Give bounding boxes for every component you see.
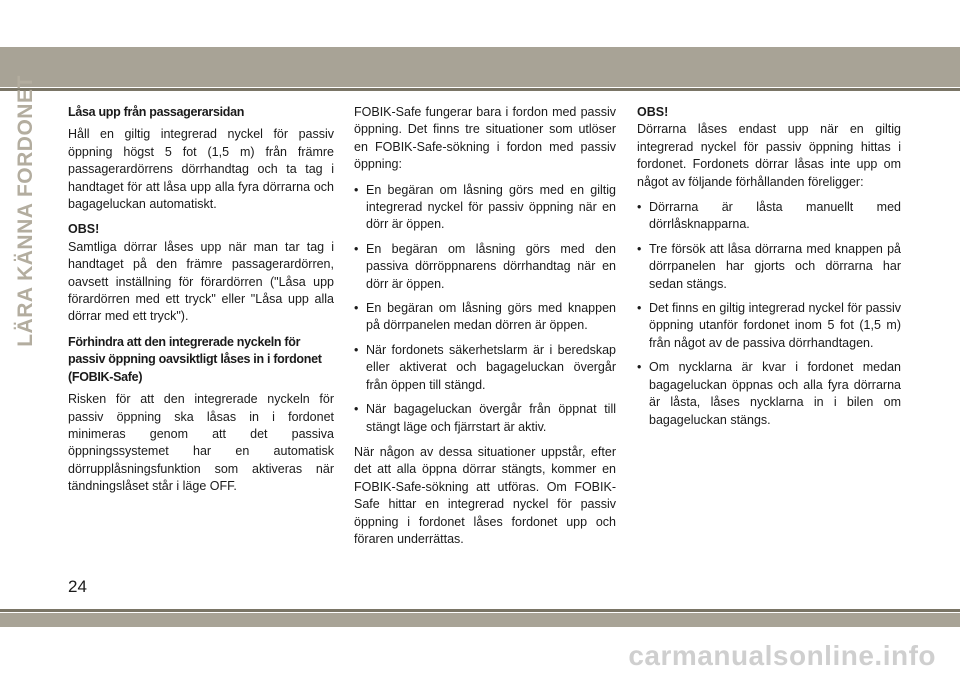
note-body: Samtliga dörrar låses upp när man tar tag i handtaget på den främre passagerardörren, oavsett inställning för förardörren ("Låsa upp förardörren med ett tryck" eller "Låsa upp alla dörrar med ett tryck"). (68, 239, 334, 324)
list-item: • Tre försök att låsa dörrarna med knappen på dörrpanelen har gjorts och dörrarna har sedan stängs. (637, 241, 901, 293)
fobik-trigger-list (354, 182, 616, 436)
list-item: • Om nycklarna är kvar i fordonet medan bagageluckan öppnas och alla fyra dörrarna är låsta, låses nycklarna in i bilen om bagageluckan stängs. (637, 359, 901, 429)
note-body: Dörrarna låses endast upp när en giltig integrerad nyckel för passiv öppning hittas i fordonet. Fordonets dörrar låsas inte upp om något av följande förhållanden föreligger: (637, 122, 901, 189)
note-heading: OBS! (637, 105, 669, 119)
list-item: • När fordonets säkerhetslarm är i beredskap eller aktiverat och bagageluckan övergår från öppen till stängd. (354, 342, 616, 394)
side-section-title (0, 75, 52, 347)
list-item: • Dörrarna är låsta manuellt med dörrlåsknapparna. (637, 199, 901, 234)
heading-unlock-passenger: Låsa upp från passagerarsidan (68, 105, 245, 119)
footer-band (0, 613, 960, 627)
paragraph-fobik-safe: Risken för att den integrerade nyckeln för passiv öppning ska låsas in i fordonet minimeras genom att det passiva öppningssystemet har en automatisk dörrupplåsningsfunktion som aktiveras när tändningslåset står i läge OFF. (68, 392, 334, 494)
unlock-exceptions-list (637, 199, 901, 429)
header-rule (0, 88, 960, 91)
paragraph-fobik-intro: FOBIK-Safe fungerar bara i fordon med passiv öppning. Det finns tre situationer som utlöser en FOBIK-Safe-sökning i fordon med passiv öppning: (354, 105, 616, 172)
footer-rule (0, 609, 960, 612)
column-1 (68, 104, 334, 504)
column-2 (354, 104, 616, 556)
list-item: • En begäran om låsning görs med knappen på dörrpanelen medan dörren är öppen. (354, 300, 616, 335)
list-item: • En begäran om låsning görs med en giltig integrerad nyckel för passiv öppning när en dörr är öppen. (354, 182, 616, 234)
page-number: 24 (68, 577, 87, 596)
list-item: • Det finns en giltig integrerad nyckel för passiv öppning utanför fordonet inom 5 fot (1,5 m) från något av de passiva dörrhandtagen. (637, 300, 901, 352)
heading-fobik-safe: Förhindra att den integrerade nyckeln för passiv öppning oavsiktligt låses in i fordonet (FOBIK-Safe) (68, 334, 322, 384)
column-3 (637, 104, 901, 437)
side-section-title-text: LÄRA KÄNNA FORDONET (14, 75, 37, 347)
header-band (0, 47, 960, 87)
list-item: • En begäran om låsning görs med den passiva dörröppnarens dörrhandtag när en dörr är öppen. (354, 241, 616, 293)
paragraph-unlock-passenger: Håll en giltig integrerad nyckel för passiv öppning högst 5 fot (1,5 m) från främre passagerardörrens dörrhandtag och ta tag i handtaget för att låsa upp alla fyra dörrarna och bagageluckan automatiskt. (68, 127, 334, 212)
paragraph-fobik-outro: När någon av dessa situationer uppstår, efter det att alla öppna dörrar stängts, kommer en FOBIK-Safe-sökning att utföras. Om FOBIK-Safe hittar en integrerad nyckel för passiv öppning i fordonet låses fordonet upp och föraren underrättas. (354, 444, 616, 546)
list-item: • När bagageluckan övergår från öppnat till stängt läge och fjärrstart är aktiv. (354, 401, 616, 436)
top-margin (0, 0, 960, 46)
watermark: carmanualsonline.info (628, 640, 936, 671)
note-heading: OBS! (68, 222, 100, 237)
